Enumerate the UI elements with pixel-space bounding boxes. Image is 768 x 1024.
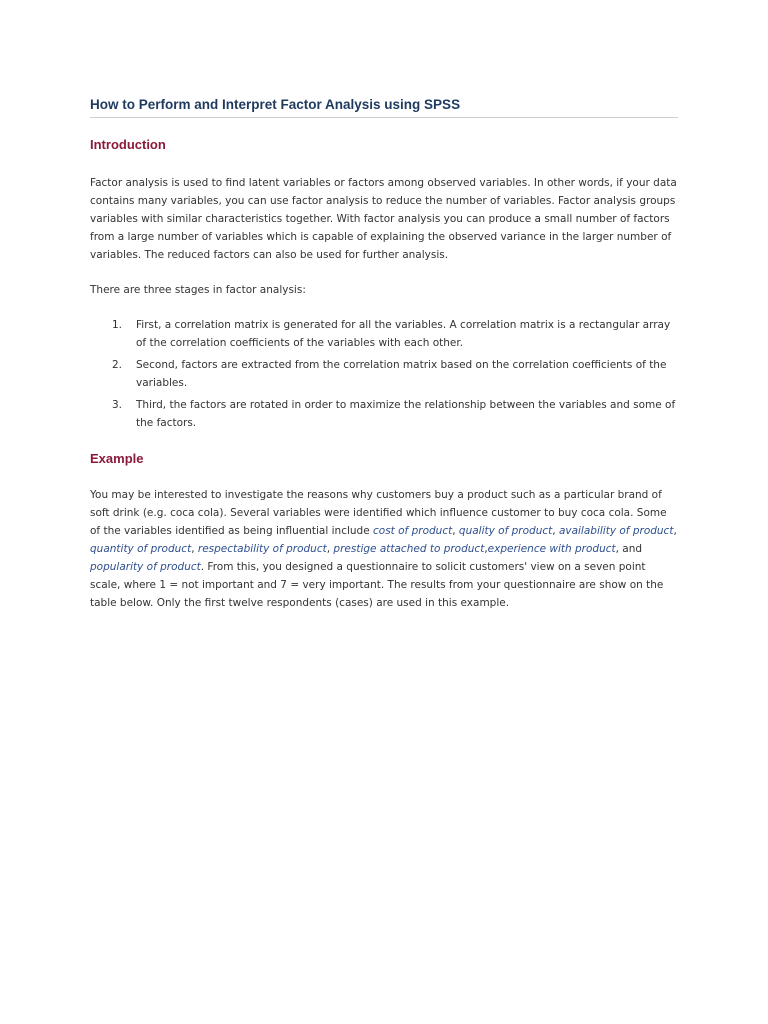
separator: ,: [326, 543, 334, 555]
stage-number: 2.: [112, 359, 123, 371]
variable-link-quality[interactable]: quality of product: [458, 525, 553, 537]
stage-item: [90, 316, 678, 352]
example-text-end: . From this, you designed a questionnaire to solicit customers' view on a seven point scale, where 1 = not important and 7 = very important. The results from your questionnaire are show on the table below. Only the first twelve respondents (cases) are used in this example.: [90, 561, 664, 609]
example-heading: Example: [90, 451, 144, 466]
introduction-paragraph: Factor analysis is used to find latent variables or factors among observed variables. In other words, if your data contains many variables, you can use factor analysis to reduce the number of variables. Factor analysis groups variables with similar characteristics together. With factor analysis you can produce a small number of factors from a large number of variables which is capable of explaining the observed variance in the larger number of variables. The reduced factors can also be used for further analysis.: [90, 177, 677, 261]
stages-list: [90, 316, 678, 432]
introduction-heading: Introduction: [90, 137, 166, 152]
stages-intro-text: There are three stages in factor analysis:: [90, 284, 306, 296]
example-paragraph: [90, 486, 678, 612]
stage-number: 3.: [112, 399, 123, 411]
variable-link-prestige[interactable]: prestige attached to product: [333, 543, 485, 555]
separator: ,: [452, 525, 459, 537]
example-text-start: You may be interested to investigate the reasons why customers buy a product such as a particular brand of soft drink (e.g. coca cola). Several variables were identified which influence customer to buy coca cola. Some of the variables identified as being influential include: [90, 489, 667, 537]
variable-link-popularity[interactable]: popularity of product: [90, 561, 201, 573]
stage-number: 1.: [112, 319, 123, 331]
variable-link-quantity[interactable]: quantity of product: [90, 543, 192, 555]
stage-text: First, a correlation matrix is generated for all the variables. A correlation matrix is a rectangular array of the correlation coefficients of the variables with each other.: [136, 319, 671, 349]
separator: ,: [191, 543, 198, 555]
separator: ,: [552, 525, 559, 537]
stage-text: Third, the factors are rotated in order to maximize the relationship between the variables and some of the factors.: [136, 399, 676, 429]
variable-link-availability[interactable]: availability of product: [558, 525, 674, 537]
stage-text: Second, factors are extracted from the correlation matrix based on the correlation coefficients of the variables.: [136, 359, 667, 389]
document-title: How to Perform and Interpret Factor Analysis using SPSS: [90, 96, 678, 118]
variable-link-cost[interactable]: cost of product: [373, 525, 453, 537]
variable-link-experience[interactable]: experience with product: [487, 543, 616, 555]
separator: , and: [615, 543, 643, 555]
stage-item: [90, 356, 678, 392]
stage-item: [90, 396, 678, 432]
separator: ,: [484, 543, 488, 555]
document-page: [90, 96, 678, 612]
variable-link-respectability[interactable]: respectability of product: [197, 543, 327, 555]
separator: ,: [673, 525, 677, 537]
